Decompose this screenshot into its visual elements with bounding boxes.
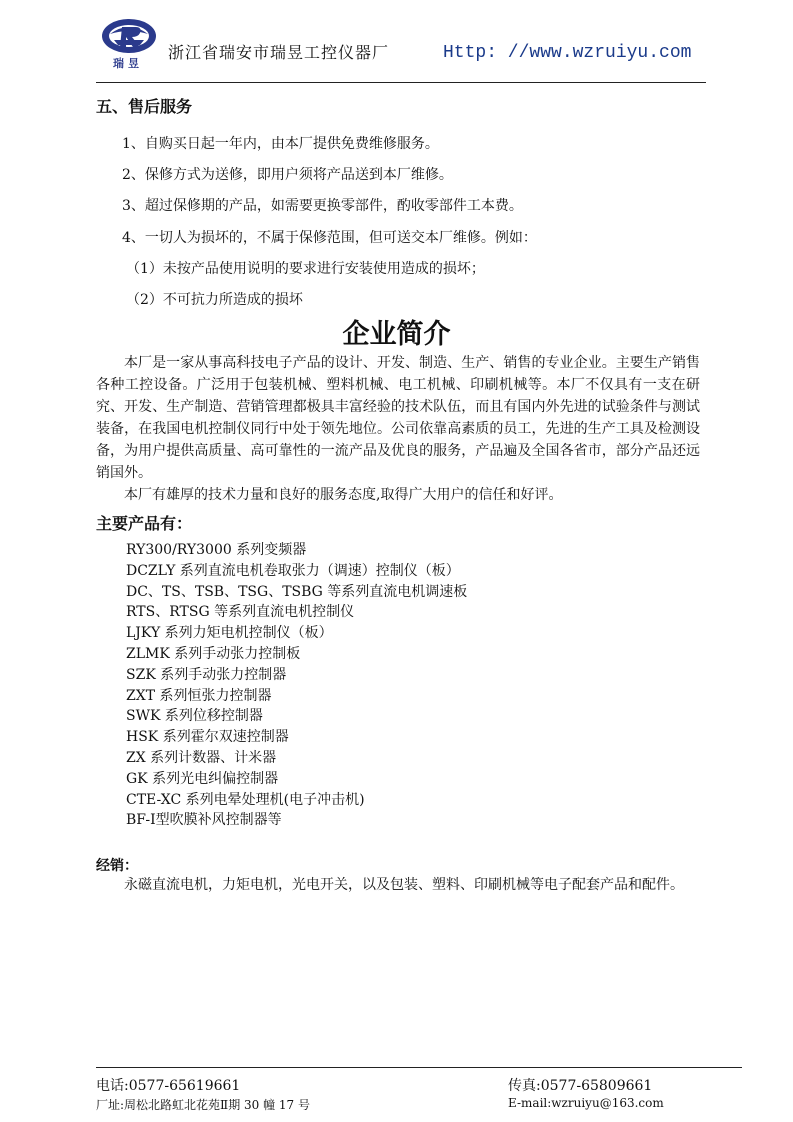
intro-paragraph-2: 本厂有雄厚的技术力量和良好的服务态度,取得广大用户的信任和好评。 xyxy=(124,487,563,503)
product-item: ZX 系列计数器、计米器 xyxy=(126,749,277,766)
company-name: 浙江省瑞安市瑞昱工控仪器厂 xyxy=(168,43,390,62)
after-sales-sub-item: （1）未按产品使用说明的要求进行安装使用造成的损坏； xyxy=(126,261,485,277)
product-item: SZK 系列手动张力控制器 xyxy=(126,666,287,683)
footer-address: 厂址:周松北路虹北花苑Ⅱ期 30 幢 17 号 xyxy=(96,1098,310,1112)
product-item: DC、TS、TSB、TSG、TSBG 等系列直流电机调速板 xyxy=(126,583,468,600)
product-item: RY300/RY3000 系列变频器 xyxy=(126,542,307,558)
distribution-text: 永磁直流电机，力矩电机，光电开关，以及包装、塑料、印刷机械等电子配套产品和配件。 xyxy=(124,877,684,893)
after-sales-item: 2、保修方式为送修，即用户须将产品送到本厂维修。 xyxy=(122,167,453,183)
intro-text xyxy=(96,352,700,506)
after-sales-item: 1、自购买日起一年内，由本厂提供免费维修服务。 xyxy=(122,136,439,152)
product-item: CTE-XC 系列电晕处理机(电子冲击机) xyxy=(126,791,365,808)
company-logo xyxy=(100,14,158,70)
after-sales-title: 五、售后服务 xyxy=(96,97,193,116)
product-item: LJKY 系列力矩电机控制仪（板） xyxy=(126,625,333,642)
product-item: ZLMK 系列手动张力控制板 xyxy=(126,645,301,662)
footer-phone: 电话:0577-65619661 xyxy=(96,1078,241,1094)
product-item: SWK 系列位移控制器 xyxy=(126,708,263,725)
logo-text: 瑞昱 xyxy=(113,57,143,70)
footer-email[interactable]: E-mail:wzruiyu@163.com xyxy=(508,1096,664,1110)
distribution-text-block xyxy=(96,874,700,896)
distribution-title: 经销： xyxy=(96,858,138,874)
product-item: ZXT 系列恒张力控制器 xyxy=(126,687,272,704)
product-list xyxy=(126,540,467,831)
product-item: HSK 系列霍尔双速控制器 xyxy=(126,729,289,746)
after-sales-sub-item: （2）不可抗力所造成的损坏 xyxy=(126,292,303,308)
product-item: BF-Ⅰ型吹膜补风控制器等 xyxy=(126,812,282,829)
product-item: GK 系列光电纠偏控制器 xyxy=(126,770,279,787)
products-title: 主要产品有： xyxy=(96,514,193,533)
after-sales-item: 3、超过保修期的产品，如需要更换零部件，酌收零部件工本费。 xyxy=(122,198,523,214)
product-item: RTS、RTSG 等系列直流电机控制仪 xyxy=(126,604,355,621)
footer-divider xyxy=(96,1067,742,1068)
footer-fax: 传真:0577-65809661 xyxy=(508,1078,653,1094)
product-item: DCZLY 系列直流电机卷取张力（调速）控制仪（板） xyxy=(126,562,460,579)
intro-title: 企业简介 xyxy=(342,319,451,350)
website-link[interactable]: Http: //www.wzruiyu.com xyxy=(443,43,692,63)
intro-paragraph-1: 本厂是一家从事高科技电子产品的设计、开发、制造、生产、销售的专业企业。主要生产销售各种工控设备。广泛用于包装机械、塑料机械、电工机械、印刷机械等。本厂不仅具有一支在研究、开发、生产制造、营销管理都极具丰富经验的技术队伍，而且有国内外先进的试验条件与测试装备，在我国电机控制仪同行中处于领先地位。公司依靠高素质的员工，先进的生产工具及检测设备，为用户提供高质量、高可靠性的一流产品及优良的服务，产品遍及全国各省市，部分产品还远销国外。 xyxy=(96,355,700,481)
header-divider xyxy=(96,82,706,83)
after-sales-item: 4、一切人为损坏的，不属于保修范围，但可送交本厂维修。例如： xyxy=(122,230,537,246)
